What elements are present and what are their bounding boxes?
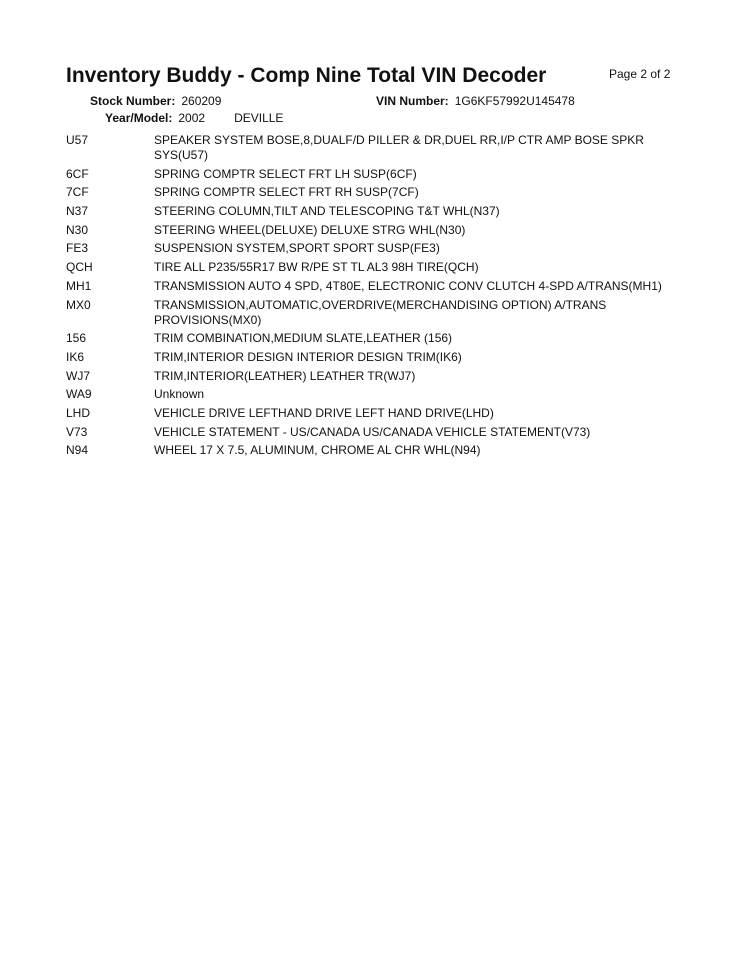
option-row [66, 260, 686, 275]
option-row [66, 185, 686, 200]
option-code: N94 [66, 443, 89, 458]
option-row [66, 204, 686, 219]
option-description: VEHICLE DRIVE LEFTHAND DRIVE LEFT HAND DRIVE(LHD) [154, 405, 494, 420]
option-description: TRIM,INTERIOR(LEATHER) LEATHER TR(WJ7) [154, 368, 416, 383]
option-row [66, 387, 686, 402]
option-description: Unknown [154, 387, 205, 402]
page-number: Page 2 of 2 [609, 67, 671, 81]
model-value: DEVILLE [234, 111, 284, 125]
option-code: 156 [66, 331, 87, 346]
option-description: WHEEL 17 X 7.5, ALUMINUM, CHROME AL CHR WHL(N94) [154, 443, 481, 458]
option-description: TIRE ALL P235/55R17 BW R/PE ST TL AL3 98H TIRE(QCH) [154, 260, 479, 275]
option-description: SPEAKER SYSTEM BOSE,8,DUALF/D PILLER & DR,DUEL RR,I/P CTR AMP BOSE SPKR SYS(U57) [154, 133, 644, 162]
option-description: SPRING COMPTR SELECT FRT LH SUSP(6CF) [154, 166, 417, 181]
option-description: VEHICLE STATEMENT - US/CANADA US/CANADA VEHICLE STATEMENT(V73) [154, 424, 591, 439]
vin-number-value: 1G6KF57992U145478 [454, 94, 575, 108]
option-row [66, 443, 686, 458]
option-row [66, 223, 686, 238]
option-description: TRANSMISSION AUTO 4 SPD, 4T80E, ELECTRONIC CONV CLUTCH 4-SPD A/TRANS(MH1) [154, 278, 662, 293]
option-description: TRIM,INTERIOR DESIGN INTERIOR DESIGN TRIM(IK6) [154, 349, 462, 364]
option-row [66, 241, 686, 256]
option-list [66, 133, 686, 462]
option-row [66, 369, 686, 384]
option-row [66, 279, 686, 294]
option-code: IK6 [66, 349, 85, 364]
year-model-label: Year/Model: [105, 111, 173, 125]
stock-number-value: 260209 [181, 94, 222, 108]
option-row [66, 350, 686, 365]
option-code: V73 [66, 424, 88, 439]
option-code: 6CF [66, 166, 89, 181]
option-code: 7CF [66, 185, 89, 200]
option-row [66, 133, 686, 163]
option-code: WJ7 [66, 368, 90, 383]
option-description: SUSPENSION SYSTEM,SPORT SPORT SUSP(FE3) [154, 241, 440, 256]
option-code: MH1 [66, 278, 92, 293]
vin-number-label: VIN Number: [376, 94, 449, 108]
option-description: STEERING WHEEL(DELUXE) DELUXE STRG WHL(N30) [154, 222, 466, 237]
option-description: STEERING COLUMN,TILT AND TELESCOPING T&T WHL(N37) [154, 204, 500, 219]
stock-number-label: Stock Number: [90, 94, 176, 108]
option-row [66, 331, 686, 346]
option-code: N37 [66, 204, 89, 219]
option-code: MX0 [66, 297, 91, 312]
year-model-field [105, 111, 283, 125]
year-value: 2002 [178, 111, 206, 125]
option-code: LHD [66, 405, 91, 420]
option-row [66, 298, 686, 328]
option-row [66, 406, 686, 421]
option-code: QCH [66, 260, 93, 275]
option-description: SPRING COMPTR SELECT FRT RH SUSP(7CF) [154, 185, 419, 200]
option-description: TRANSMISSION,AUTOMATIC,OVERDRIVE(MERCHANDISING OPTION) A/TRANS PROVISIONS(MX0) [154, 297, 607, 327]
option-code: N30 [66, 222, 89, 237]
option-description: TRIM COMBINATION,MEDIUM SLATE,LEATHER (156) [154, 331, 453, 346]
option-code: WA9 [66, 387, 92, 402]
report-title: Inventory Buddy - Comp Nine Total VIN Decoder [66, 64, 547, 87]
vin-number-field [376, 94, 575, 108]
stock-number-field [90, 94, 221, 108]
option-code: FE3 [66, 241, 89, 256]
option-row [66, 167, 686, 182]
option-row [66, 425, 686, 440]
option-code: U57 [66, 133, 89, 147]
